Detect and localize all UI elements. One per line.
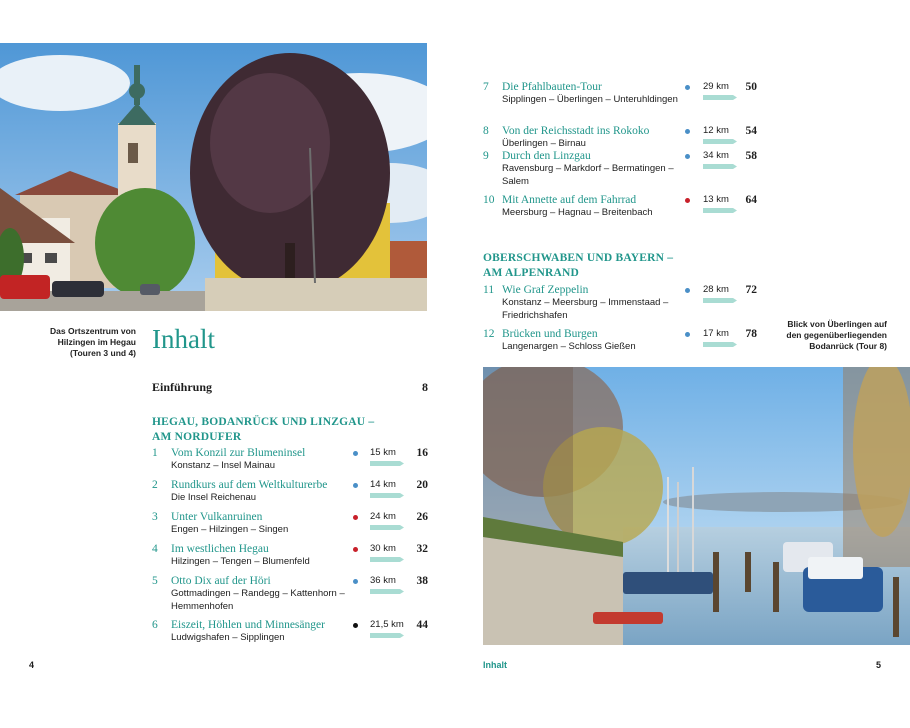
tour-entry[interactable] [152,543,452,577]
tour-title[interactable]: Mit Annette auf dem Fahrrad [502,194,637,206]
tour-number: 2 [152,479,158,491]
arrow-icon [370,493,404,498]
tour-page-number: 16 [416,447,428,459]
tour-route: Konstanz – Meersburg – Immenstaad – Friedrichshafen [502,297,669,321]
arrow-icon [703,95,737,100]
tour-route: Konstanz – Insel Mainau [171,460,276,471]
tour-title[interactable]: Durch den Linzgau [502,150,591,162]
tour-route: Ludwigshafen – Sipplingen [171,632,285,643]
running-head: Inhalt [483,660,507,670]
caption-line: den gegenüberliegenden [786,330,887,340]
arrow-icon [370,633,404,638]
tour-route: Langenargen – Schloss Gießen [502,341,636,352]
difficulty-dot-icon [685,198,690,203]
tour-title[interactable]: Vom Konzil zur Blumeninsel [171,447,306,459]
tour-number: 6 [152,619,158,631]
tour-page-number: 20 [416,479,428,491]
hilzingen-photo [0,43,427,311]
section-line: OBERSCHWABEN UND BAYERN – [483,252,674,264]
difficulty-dot-icon [353,451,358,456]
tour-entry[interactable] [483,81,783,115]
tour-entry[interactable] [152,575,452,612]
tour-distance: 28 km [703,284,729,295]
section-line: AM NORDUFER [152,431,242,443]
tour-page-number: 78 [745,328,757,340]
arrow-icon [370,557,404,562]
caption-line: Hilzingen im Hegau [57,337,136,347]
tour-entry[interactable] [152,619,452,653]
difficulty-dot-icon [685,129,690,134]
arrow-icon [703,139,737,144]
difficulty-dot-icon [353,483,358,488]
tour-page-number: 50 [745,81,757,93]
arrow-icon [703,208,737,213]
tour-title[interactable]: Rundkurs auf dem Weltkulturerbe [171,479,328,491]
tour-number: 12 [483,328,495,340]
tour-number: 3 [152,511,158,523]
tour-page-number: 32 [416,543,428,555]
tour-distance: 24 km [370,511,396,522]
page-number-right: 5 [876,660,882,670]
tour-page-number: 44 [416,619,428,631]
tour-number: 5 [152,575,158,587]
tour-entry[interactable] [483,284,783,321]
tour-page-number: 72 [745,284,757,296]
difficulty-dot-icon [353,547,358,552]
intro-page-number: 8 [422,380,428,394]
section-line: HEGAU, BODANRÜCK UND LINZGAU – [152,416,375,428]
section-heading-nordufer [152,415,374,445]
tour-page-number: 38 [416,575,428,587]
tour-title[interactable]: Eiszeit, Höhlen und Minnesänger [171,619,325,631]
tour-title[interactable]: Im westlichen Hegau [171,543,269,555]
tour-page-number: 64 [745,194,757,206]
tour-title[interactable]: Unter Vulkanruinen [171,511,263,523]
difficulty-dot-icon [685,154,690,159]
tour-title[interactable]: Von der Reichsstadt ins Rokoko [502,125,650,137]
arrow-icon [703,164,737,169]
tour-route: Engen – Hilzingen – Singen [171,524,289,535]
arrow-icon [370,461,404,466]
difficulty-dot-icon [353,579,358,584]
caption-line: Bodanrück (Tour 8) [809,341,887,351]
difficulty-dot-icon [353,515,358,520]
tour-number: 8 [483,125,489,137]
tour-entry[interactable] [152,479,452,513]
tour-number: 9 [483,150,489,162]
difficulty-dot-icon [685,85,690,90]
tour-distance: 30 km [370,543,396,554]
section-line: AM ALPENRAND [483,267,579,279]
tour-number: 7 [483,81,489,93]
intro-label[interactable]: Einführung [152,380,213,394]
caption-line: Das Ortszentrum von [50,326,136,336]
tour-title[interactable]: Otto Dix auf der Höri [171,575,271,587]
tour-route: Meersburg – Hagnau – Breitenbach [502,207,653,218]
tour-entry[interactable] [152,447,452,481]
tour-route: Überlingen – Birnau [502,138,586,149]
difficulty-dot-icon [685,288,690,293]
arrow-icon [703,298,737,303]
ueberlingen-harbor-photo [483,367,910,645]
tour-number: 11 [483,284,495,296]
tour-distance: 21,5 km [370,619,404,630]
caption-line: (Touren 3 und 4) [70,348,136,358]
page-title: Inhalt [152,324,215,354]
tour-route: Gottmadingen – Randegg – Kattenhorn – Hemmenhofen [171,588,345,612]
tour-entry[interactable] [483,328,783,362]
tour-entry[interactable] [152,511,452,545]
arrow-icon [370,589,404,594]
tour-page-number: 54 [745,125,757,137]
tour-number: 4 [152,543,158,555]
tour-distance: 14 km [370,479,396,490]
tour-distance: 34 km [703,150,729,161]
tour-route: Hilzingen – Tengen – Blumenfeld [171,556,310,567]
tour-distance: 29 km [703,81,729,92]
section-heading-alpenrand [483,251,673,281]
tour-distance: 17 km [703,328,729,339]
tour-page-number: 58 [745,150,757,162]
caption-line: Blick von Überlingen auf [787,319,887,329]
page-number-left: 4 [29,660,35,670]
tour-page-number: 26 [416,511,428,523]
tour-title[interactable]: Wie Graf Zeppelin [502,284,589,296]
arrow-icon [703,342,737,347]
tour-distance: 12 km [703,125,729,136]
difficulty-dot-icon [685,332,690,337]
difficulty-dot-icon [353,623,358,628]
tour-number: 10 [483,194,495,206]
arrow-icon [370,525,404,530]
tour-distance: 13 km [703,194,729,205]
tour-distance: 15 km [370,447,396,458]
tour-route: Die Insel Reichenau [171,492,257,503]
tour-entry[interactable] [483,150,783,187]
left-photo-caption [40,326,136,359]
tour-distance: 36 km [370,575,396,586]
tour-entry[interactable] [483,194,783,228]
tour-route: Sipplingen – Überlingen – Unteruhldingen [502,94,678,105]
tour-number: 1 [152,447,158,459]
tour-title[interactable]: Die Pfahlbauten-Tour [502,81,602,93]
right-photo-caption [772,319,887,352]
tour-title[interactable]: Brücken und Burgen [502,328,598,340]
tour-route: Ravensburg – Markdorf – Bermatingen – Salem [502,163,674,187]
